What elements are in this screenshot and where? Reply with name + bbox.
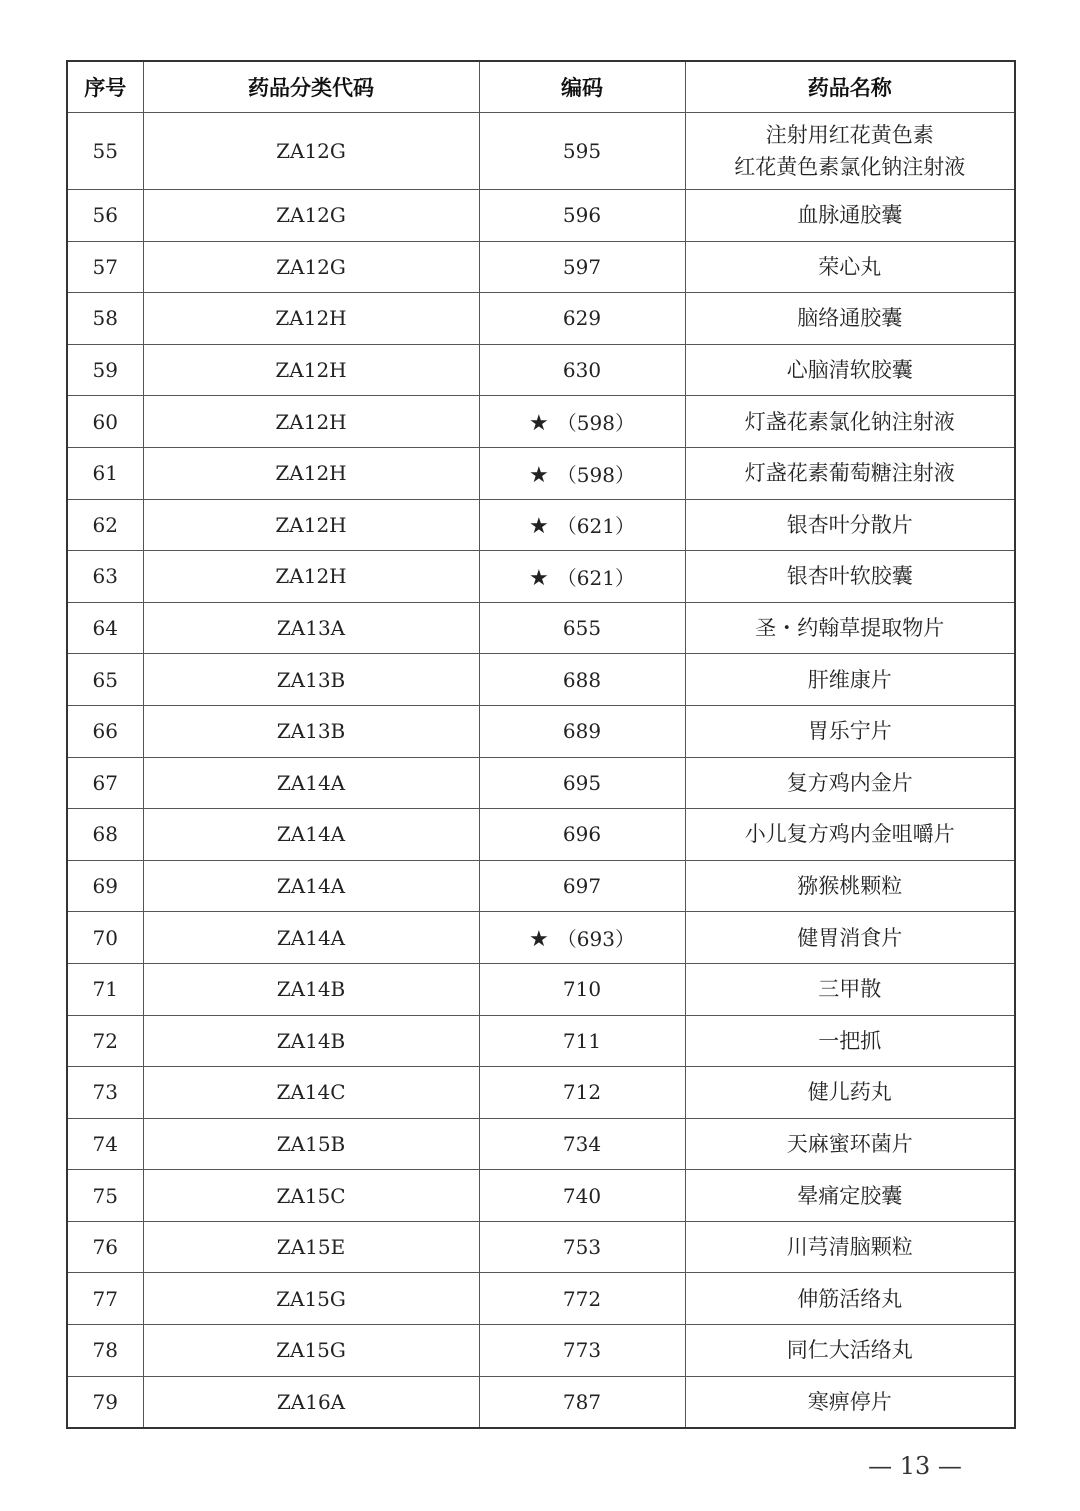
row-index: 59 (67, 344, 143, 396)
drug-name-line: 健儿药丸 (807, 1080, 892, 1105)
row-code-value: （598） (556, 411, 635, 436)
drug-name-line: 健胃消食片 (797, 925, 903, 950)
star-icon: ★ (529, 462, 549, 488)
row-code (479, 963, 685, 1015)
drug-name-line: 同仁大活络丸 (786, 1338, 913, 1363)
row-code (479, 809, 685, 861)
row-index: 70 (67, 912, 143, 964)
table-row (67, 396, 1015, 448)
row-code-value: 772 (562, 1286, 602, 1311)
row-code-value: （621） (556, 514, 635, 539)
row-drug-name (685, 499, 1015, 551)
table-row (67, 1221, 1015, 1273)
row-category-code: ZA14C (143, 1067, 479, 1119)
row-drug-name (685, 1273, 1015, 1325)
row-code (479, 1170, 685, 1222)
row-drug-name (685, 1376, 1015, 1428)
row-code-value: 753 (562, 1235, 602, 1260)
row-drug-name (685, 1015, 1015, 1067)
table-row (67, 705, 1015, 757)
row-index: 74 (67, 1118, 143, 1170)
table-row (67, 551, 1015, 603)
row-index: 65 (67, 654, 143, 706)
drug-table (66, 60, 1016, 1429)
row-drug-name (685, 344, 1015, 396)
table-row (67, 293, 1015, 345)
row-index: 66 (67, 705, 143, 757)
table-header (67, 61, 1015, 113)
row-category-code: ZA14B (143, 1015, 479, 1067)
row-code (479, 705, 685, 757)
row-index: 71 (67, 963, 143, 1015)
row-drug-name (685, 912, 1015, 964)
row-drug-name (685, 1118, 1015, 1170)
drug-name-line: 三甲散 (818, 977, 882, 1002)
row-category-code: ZA14A (143, 912, 479, 964)
drug-name-line: 寒痹停片 (807, 1389, 892, 1414)
header-code: 编码 (479, 61, 685, 113)
row-code-value: 710 (562, 977, 602, 1002)
table-row (67, 1067, 1015, 1119)
table-row (67, 963, 1015, 1015)
row-code (479, 396, 685, 448)
row-category-code: ZA13B (143, 705, 479, 757)
row-category-code: ZA14A (143, 860, 479, 912)
row-category-code: ZA12H (143, 499, 479, 551)
drug-name-line: 银杏叶软胶囊 (786, 564, 913, 589)
row-category-code: ZA12G (143, 241, 479, 293)
drug-name-line: 小儿复方鸡内金咀嚼片 (744, 822, 955, 847)
table-row (67, 1015, 1015, 1067)
row-index: 68 (67, 809, 143, 861)
drug-name-line: 川芎清脑颗粒 (786, 1235, 913, 1260)
row-category-code: ZA15G (143, 1325, 479, 1377)
row-code (479, 499, 685, 551)
row-index: 56 (67, 190, 143, 242)
drug-name-line: 灯盏花素葡萄糖注射液 (744, 461, 955, 486)
row-code-value: （621） (556, 565, 635, 590)
row-drug-name (685, 190, 1015, 242)
row-index: 78 (67, 1325, 143, 1377)
row-code (479, 1015, 685, 1067)
row-category-code: ZA13A (143, 602, 479, 654)
drug-name-line: 伸筋活络丸 (797, 1286, 903, 1311)
row-drug-name (685, 963, 1015, 1015)
row-code (479, 1221, 685, 1273)
star-icon: ★ (529, 411, 549, 437)
drug-name-line: 复方鸡内金片 (786, 770, 913, 795)
row-code-value: （693） (556, 927, 635, 952)
row-code (479, 241, 685, 293)
drug-name-line: 荣心丸 (818, 254, 882, 279)
drug-name-line: 红花黄色素氯化钠注射液 (734, 155, 966, 179)
header-category-code: 药品分类代码 (143, 61, 479, 113)
row-code (479, 447, 685, 499)
row-code-value: 711 (562, 1028, 602, 1053)
table-row (67, 447, 1015, 499)
row-code-value: 695 (562, 770, 602, 795)
drug-name-line: 天麻蜜环菌片 (786, 1131, 913, 1156)
row-index: 55 (67, 113, 143, 190)
row-category-code: ZA14B (143, 963, 479, 1015)
row-code (479, 190, 685, 242)
table-row (67, 1376, 1015, 1428)
row-code-value: 655 (562, 616, 602, 641)
row-index: 67 (67, 757, 143, 809)
drug-name-line: 猕猴桃颗粒 (797, 874, 903, 899)
row-index: 61 (67, 447, 143, 499)
row-code-value: 740 (562, 1183, 602, 1208)
row-code-value: 696 (562, 822, 602, 847)
table-row (67, 344, 1015, 396)
row-drug-name (685, 113, 1015, 190)
row-category-code: ZA12G (143, 113, 479, 190)
star-icon: ★ (529, 927, 549, 953)
row-code (479, 1273, 685, 1325)
row-index: 58 (67, 293, 143, 345)
drug-name-line: 心脑清软胶囊 (786, 358, 913, 383)
row-drug-name (685, 809, 1015, 861)
row-code-value: 595 (562, 139, 602, 163)
table-row (67, 1118, 1015, 1170)
row-drug-name (685, 1221, 1015, 1273)
table-row (67, 912, 1015, 964)
row-code (479, 654, 685, 706)
row-code-value: （598） (556, 462, 635, 487)
row-category-code: ZA12H (143, 344, 479, 396)
row-index: 64 (67, 602, 143, 654)
table-row (67, 1325, 1015, 1377)
row-category-code: ZA16A (143, 1376, 479, 1428)
row-drug-name (685, 1170, 1015, 1222)
row-index: 60 (67, 396, 143, 448)
star-icon: ★ (529, 565, 549, 591)
row-index: 73 (67, 1067, 143, 1119)
row-code-value: 596 (562, 203, 602, 228)
row-code (479, 602, 685, 654)
drug-name-line: 一把抓 (818, 1028, 882, 1053)
row-code (479, 551, 685, 603)
table-row (67, 654, 1015, 706)
drug-name-line: 注射用红花黄色素 (765, 123, 934, 147)
row-category-code: ZA13B (143, 654, 479, 706)
row-category-code: ZA12H (143, 551, 479, 603)
row-index: 63 (67, 551, 143, 603)
row-category-code: ZA12G (143, 190, 479, 242)
row-category-code: ZA12H (143, 396, 479, 448)
row-drug-name (685, 602, 1015, 654)
row-code-value: 773 (562, 1338, 602, 1363)
table-row (67, 113, 1015, 190)
drug-name-line: 银杏叶分散片 (786, 512, 913, 537)
row-category-code: ZA12H (143, 293, 479, 345)
row-code-value: 630 (562, 358, 602, 383)
row-index: 76 (67, 1221, 143, 1273)
row-index: 79 (67, 1376, 143, 1428)
drug-name-line: 灯盏花素氯化钠注射液 (744, 409, 955, 434)
row-code-value: 688 (562, 667, 602, 692)
row-category-code: ZA14A (143, 757, 479, 809)
row-drug-name (685, 447, 1015, 499)
drug-name-line: 晕痛定胶囊 (797, 1183, 903, 1208)
table-row (67, 1170, 1015, 1222)
row-drug-name (685, 1325, 1015, 1377)
row-drug-name (685, 241, 1015, 293)
row-drug-name (685, 1067, 1015, 1119)
table-row (67, 757, 1015, 809)
row-drug-name (685, 757, 1015, 809)
row-index: 72 (67, 1015, 143, 1067)
row-drug-name (685, 551, 1015, 603)
row-code (479, 1325, 685, 1377)
row-code (479, 757, 685, 809)
drug-name-line: 血脉通胶囊 (797, 203, 903, 228)
row-index: 75 (67, 1170, 143, 1222)
table-row (67, 190, 1015, 242)
drug-name-line: 胃乐宁片 (807, 719, 892, 744)
drug-name-line: 圣・约翰草提取物片 (755, 616, 945, 641)
row-code (479, 1376, 685, 1428)
page-number: — 13 — (868, 1452, 962, 1480)
row-drug-name (685, 654, 1015, 706)
row-drug-name (685, 860, 1015, 912)
row-drug-name (685, 293, 1015, 345)
row-code (479, 293, 685, 345)
row-index: 77 (67, 1273, 143, 1325)
header-name: 药品名称 (685, 61, 1015, 113)
row-category-code: ZA15G (143, 1273, 479, 1325)
table-row (67, 1273, 1015, 1325)
row-code (479, 912, 685, 964)
row-category-code: ZA15E (143, 1221, 479, 1273)
row-code-value: 712 (562, 1080, 602, 1105)
row-category-code: ZA15B (143, 1118, 479, 1170)
row-code (479, 113, 685, 190)
row-code-value: 734 (562, 1131, 602, 1156)
row-index: 57 (67, 241, 143, 293)
row-code-value: 689 (562, 719, 602, 744)
row-code (479, 1067, 685, 1119)
table-row (67, 602, 1015, 654)
drug-name-line: 脑络通胶囊 (797, 306, 903, 331)
row-code (479, 860, 685, 912)
header-index: 序号 (67, 61, 143, 113)
header-row (67, 61, 1015, 113)
row-category-code: ZA15C (143, 1170, 479, 1222)
row-code (479, 1118, 685, 1170)
row-category-code: ZA12H (143, 447, 479, 499)
table-row (67, 499, 1015, 551)
row-code-value: 787 (562, 1389, 602, 1414)
drug-name-line: 肝维康片 (807, 667, 892, 692)
row-drug-name (685, 705, 1015, 757)
row-drug-name (685, 396, 1015, 448)
row-index: 62 (67, 499, 143, 551)
table-row (67, 860, 1015, 912)
row-code-value: 629 (562, 306, 602, 331)
table-body (67, 113, 1015, 1429)
table-row (67, 241, 1015, 293)
row-code (479, 344, 685, 396)
star-icon: ★ (529, 514, 549, 540)
row-code-value: 597 (562, 254, 602, 279)
row-code-value: 697 (562, 874, 602, 899)
row-index: 69 (67, 860, 143, 912)
row-category-code: ZA14A (143, 809, 479, 861)
table-row (67, 809, 1015, 861)
